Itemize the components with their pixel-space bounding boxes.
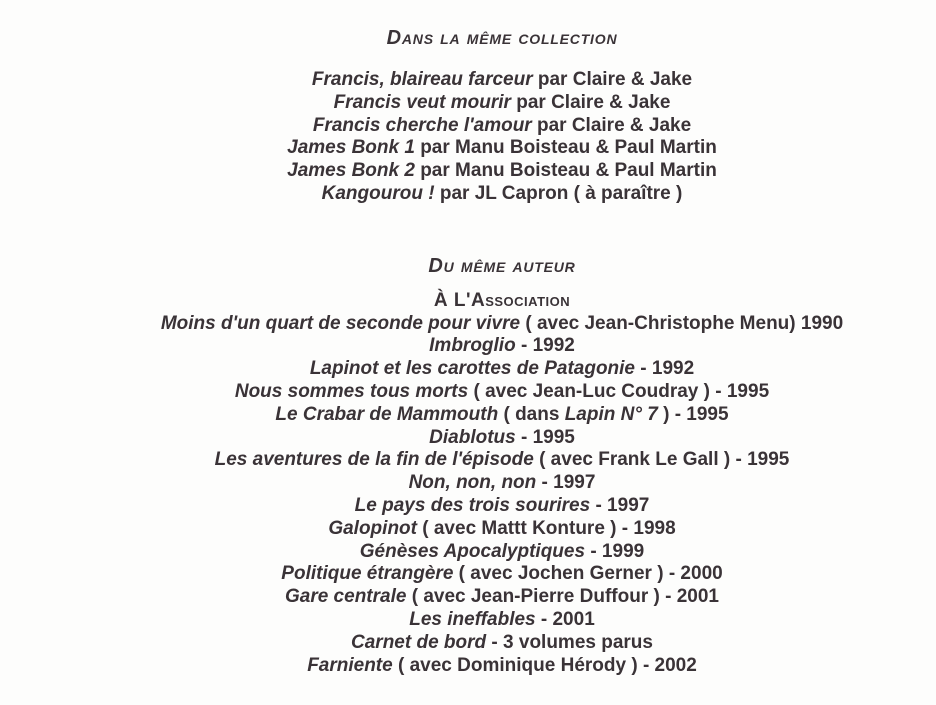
entry-detail: par JL Capron ( à paraître ) [434, 182, 683, 204]
book-back-matter-page [34, 0, 936, 677]
entry-detail: par Claire & Jake [531, 114, 692, 136]
book-entry [34, 632, 936, 655]
book-title: Francis veut mourir [333, 91, 511, 113]
entry-detail: - 1997 [536, 472, 596, 494]
book-title: Le pays des trois sourires [354, 494, 591, 516]
same-collection-heading: Dans la même collection [386, 27, 618, 49]
book-title: Politique étrangère [281, 563, 454, 585]
book-title: Imbroglio [429, 335, 516, 357]
book-title: Les aventures de la fin de l'épisode [214, 449, 534, 471]
book-entry [34, 137, 936, 160]
book-title: Francis cherche l'amour [312, 114, 532, 136]
book-title: Non, non, non [408, 472, 537, 494]
entry-detail: - 1999 [585, 540, 645, 562]
book-title: Le Crabar de Mammouth [275, 403, 499, 425]
entry-detail: - 1997 [590, 494, 650, 516]
entry-detail: ( avec Jean-Pierre Duffour ) - 2001 [406, 586, 720, 608]
same-collection-section [34, 27, 936, 206]
book-title: Diablotus [429, 426, 516, 448]
book-title: Les ineffables [409, 608, 536, 630]
book-entry [34, 609, 936, 632]
book-entry [34, 358, 936, 381]
book-entry [34, 563, 936, 586]
book-entry [34, 290, 936, 313]
book-title: Génèses Apocalyptiques [359, 540, 586, 562]
book-title: Lapinot et les carottes de Patagonie [309, 358, 636, 380]
book-title: Moins d'un quart de seconde pour vivre [160, 312, 521, 334]
book-entry [34, 115, 936, 138]
entry-detail: - 1992 [635, 358, 695, 380]
book-entry [34, 92, 936, 115]
book-title: James Bonk 2 [287, 160, 415, 182]
book-entry [34, 183, 936, 206]
book-title: Carnet de bord [351, 631, 487, 653]
entry-detail: - 2001 [535, 608, 595, 630]
book-title: Francis, blaireau farceur [311, 69, 533, 90]
entry-detail: - 1992 [515, 335, 575, 357]
book-entry [34, 449, 936, 472]
entry-detail: - 1995 [515, 426, 575, 448]
book-entry [34, 160, 936, 183]
book-entry [34, 404, 936, 427]
book-entry [34, 69, 936, 92]
book-title: Lapin N° 7 [564, 403, 658, 425]
book-entry [34, 335, 936, 358]
book-title: Farniente [307, 654, 393, 676]
book-title: James Bonk 1 [287, 137, 415, 159]
entry-detail: ( dans [498, 403, 565, 425]
entry-detail: par Manu Boisteau & Paul Martin [414, 160, 717, 182]
entry-detail: ( avec Jean-Luc Coudray ) - 1995 [468, 380, 770, 402]
book-entry [34, 586, 936, 609]
entry-detail: ( avec Dominique Hérody ) - 2002 [392, 654, 697, 676]
book-entry [34, 313, 936, 336]
entry-detail: par Claire & Jake [532, 69, 693, 90]
book-entry [34, 495, 936, 518]
entry-detail: ( avec Jochen Gerner ) - 2000 [453, 563, 723, 585]
book-title: Nous sommes tous morts [234, 380, 469, 402]
book-entry [34, 427, 936, 450]
book-entry [34, 655, 936, 678]
entry-detail: ) - 1995 [657, 403, 729, 425]
entry-detail: par Manu Boisteau & Paul Martin [414, 137, 717, 159]
same-author-section [34, 255, 936, 678]
book-title: Kangourou ! [321, 182, 435, 204]
same-collection-list [34, 69, 936, 206]
entry-detail: ( avec Mattt Konture ) - 1998 [416, 517, 676, 539]
book-title: Galopinot [328, 517, 417, 539]
same-author-heading: Du même auteur [428, 254, 576, 277]
entry-detail: ( avec Jean-Christophe Menu) 1990 [520, 312, 844, 334]
book-entry [34, 541, 936, 564]
entry-detail: par Claire & Jake [510, 91, 671, 113]
book-entry [34, 472, 936, 495]
entry-detail: - 3 volumes parus [486, 631, 653, 653]
entry-detail: ( avec Frank Le Gall ) - 1995 [533, 449, 790, 471]
book-title: Gare centrale [284, 586, 407, 608]
publisher-name: À L'Association [433, 289, 571, 311]
book-entry [34, 518, 936, 541]
same-author-list [34, 290, 936, 678]
book-entry [34, 381, 936, 404]
